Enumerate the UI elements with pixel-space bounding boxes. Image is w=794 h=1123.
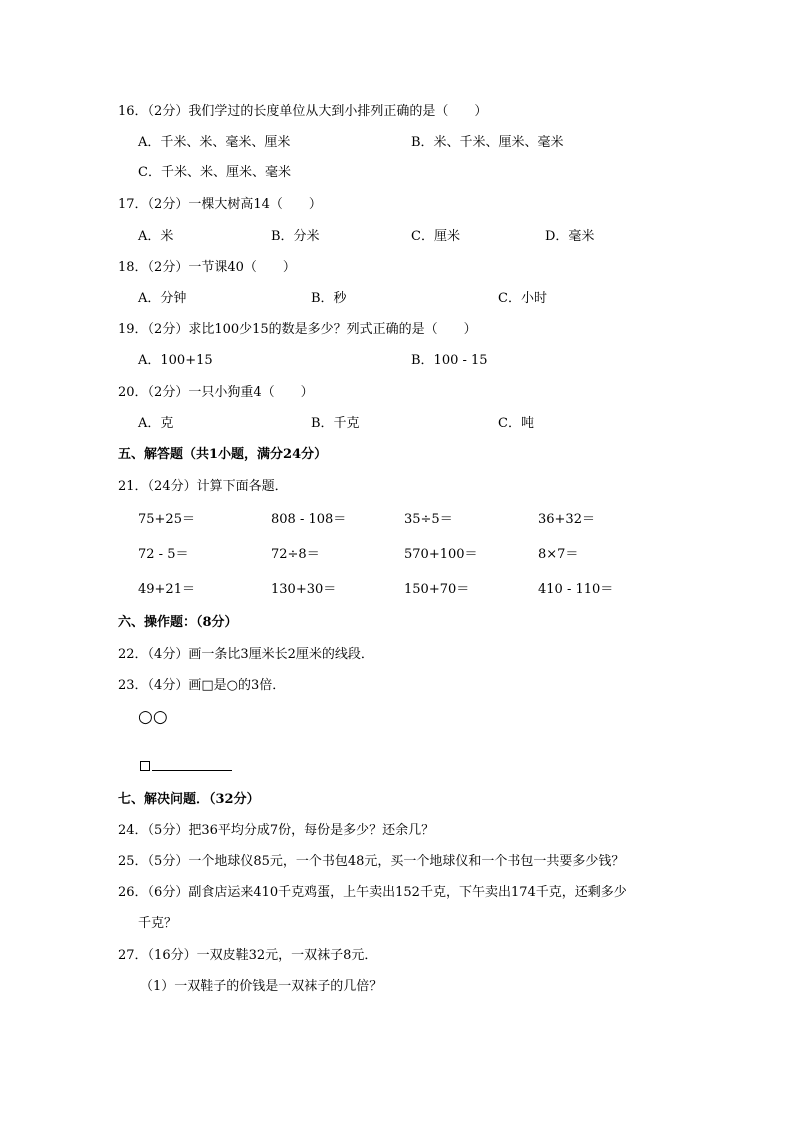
q18-stem: 18．（2分）一节课40（ ）	[118, 260, 296, 275]
q17-option-c: C．厘米	[411, 229, 460, 244]
calc-item: 35÷5＝	[404, 512, 453, 527]
calc-item: 36+32＝	[538, 512, 595, 527]
q20-option-c: C．吨	[498, 416, 534, 431]
q19-option-b: B．100 - 15	[411, 353, 488, 368]
q16-option-a: A．千米、米、毫米、厘米	[138, 135, 291, 150]
q25-stem: 25．（5分）一个地球仪85元，一个书包48元，买一个地球仪和一个书包一共要多少钱？	[118, 854, 625, 869]
q17-option-a: A．米	[138, 229, 174, 244]
calc-item: 72÷8＝	[271, 547, 320, 562]
q17-option-b: B．分米	[271, 229, 320, 244]
q17-stem: 17．（2分）一棵大树高14（ ）	[118, 197, 322, 212]
q18-option-b: B．秒	[311, 291, 347, 306]
circle-shapes: ○○	[138, 707, 168, 727]
q17-option-d: D．毫米	[545, 229, 595, 244]
section-6-heading: 六、操作题：（8分）	[118, 615, 238, 630]
calc-item: 570+100＝	[404, 547, 478, 562]
section-5-heading: 五、解答题（共1小题，满分24分）	[118, 447, 328, 462]
calc-item: 8×7＝	[538, 547, 579, 562]
q18-option-a: A．分钟	[138, 291, 187, 306]
q21-stem: 21．（24分）计算下面各题．	[118, 479, 288, 494]
q20-option-b: B．千克	[311, 416, 360, 431]
q19-option-a: A．100+15	[138, 353, 213, 368]
calc-item: 130+30＝	[271, 582, 337, 597]
q27-stem: 27．（16分）一双皮鞋32元，一双袜子8元．	[118, 948, 378, 963]
q19-stem: 19．（2分）求比100少15的数是多少？列式正确的是（ ）	[118, 322, 477, 337]
calc-item: 150+70＝	[404, 582, 470, 597]
q20-stem: 20．（2分）一只小狗重4（ ）	[118, 385, 314, 400]
q26-stem-line2: 千克？	[138, 916, 178, 931]
calc-item: 49+21＝	[138, 582, 195, 597]
q26-stem-line1: 26．（6分）副食店运来410千克鸡蛋，上午卖出152千克，下午卖出174千克，还剩多少	[118, 885, 627, 900]
q23-stem: 23．（4分）画□是○的3倍．	[118, 678, 286, 693]
q18-option-c: C．小时	[498, 291, 547, 306]
q16-option-c: C．千米、米、厘米、毫米	[138, 165, 291, 180]
q24-stem: 24．（5分）把36平均分成7份，每份是多少？还余几？	[118, 823, 435, 838]
q22-stem: 22．（4分）画一条比3厘米长2厘米的线段．	[118, 647, 374, 662]
q16-option-b: B．米、千米、厘米、毫米	[411, 135, 564, 150]
calc-item: 75+25＝	[138, 512, 195, 527]
calc-item: 410 - 110＝	[538, 582, 614, 597]
q20-option-a: A．克	[138, 416, 174, 431]
square-drawing-area	[140, 758, 232, 776]
q16-stem: 16．（2分）我们学过的长度单位从大到小排列正确的是（ ）	[118, 104, 488, 119]
section-7-heading: 七、解决问题．（32分）	[118, 792, 260, 807]
square-icon	[140, 761, 150, 771]
answer-blank	[152, 758, 232, 771]
calc-item: 808 - 108＝	[271, 512, 347, 527]
calc-item: 72 - 5＝	[138, 547, 189, 562]
q27-subquestion-1: （1）一双鞋子的价钱是一双袜子的几倍？	[140, 979, 383, 994]
